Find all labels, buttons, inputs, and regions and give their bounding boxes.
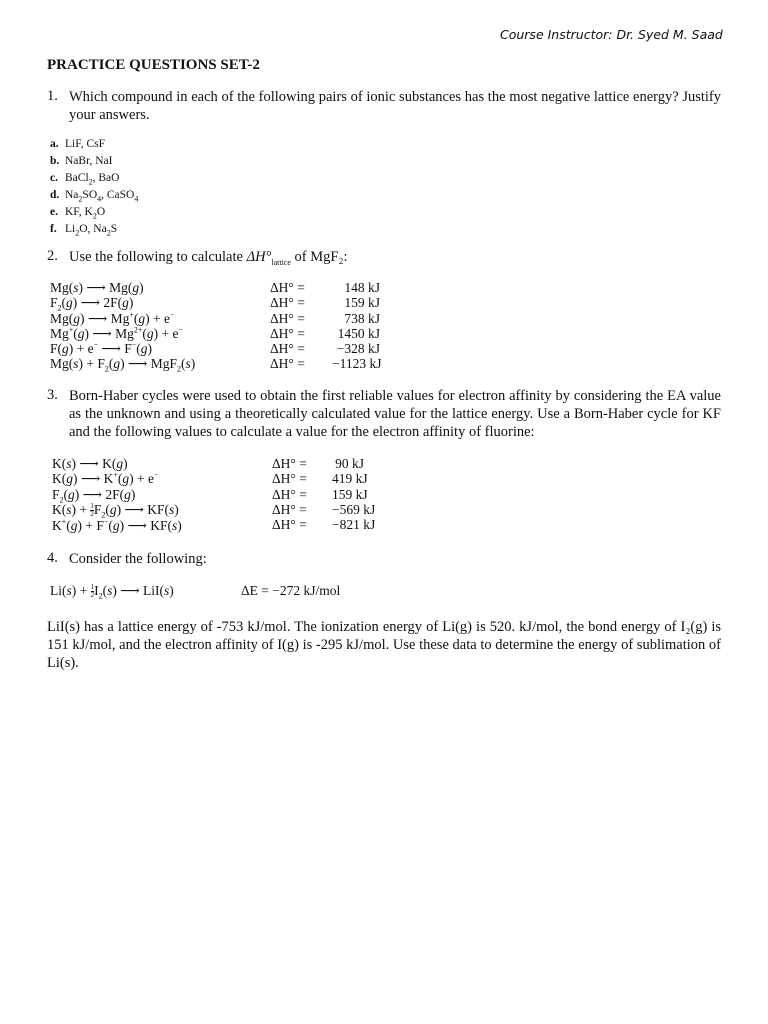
q3-number: 3. <box>47 387 58 403</box>
q1-text: Which compound in each of the following pairs of ionic substances has the most negative lattice energy? Justify your answers. <box>69 89 721 123</box>
q2-text: Use the following to calculate $\Delta H^\circ_{lattice}$ of MgF₂: <box>69 249 348 267</box>
q1-choices <box>50 136 138 238</box>
q4-delta-e: ΔE = −272 kJ/mol <box>241 583 341 598</box>
q2-number: 2. <box>47 248 58 264</box>
q4-paragraph: LiI(s) has a lattice energy of -753 kJ/mol. The ionization energy of Li(g) is 520. kJ/mol, the bond energy of I₂(g) is 151 kJ/mol, and the electron affinity of I(g) is -295 kJ/mol. Use these data to determine the energy of sublimation of Li(s). <box>47 619 721 671</box>
q2-eq-3: Mg(g) ⟶ Mg+(g) + e− <box>50 310 175 326</box>
q3-dh-row: ΔH° = 90 kJ <box>272 456 364 471</box>
q3-enthalpies <box>272 456 376 533</box>
q2-dh-row: ΔH° = 148 kJ <box>270 280 380 295</box>
q2-dh-row: ΔH° = 1450 kJ <box>270 325 380 341</box>
q3-dh-row: ΔH° = 159 kJ <box>272 486 368 502</box>
q3-dh-row: ΔH° = −569 kJ <box>272 501 376 517</box>
q3-dh-row: ΔH° = −821 kJ <box>272 517 376 533</box>
q4-number: 4. <box>47 550 58 566</box>
choice-a: a. LiF, CsF <box>50 138 105 150</box>
q3-equations <box>52 456 182 534</box>
q2-eq-6: $Mg(s) + F_2(g)$ ⟶ MgF$_2$(s) <box>50 356 196 375</box>
q2-enthalpies <box>270 280 380 372</box>
q3-eq-4: K(s) + $\frac{1}{2}$ $F_2(g)$ ⟶ KF(s) <box>52 501 179 520</box>
q2-equations <box>50 280 196 375</box>
q3-eq-2: K(g) ⟶ K+(g) + e− <box>52 470 159 487</box>
choice-d: d. $Na_2SO_4$, CaSO$_4$ <box>50 189 139 204</box>
q2-eq-2: $F_2(g)$ ⟶ 2F(g) <box>50 295 134 313</box>
choice-e: e. KF, $K_2O$ <box>50 206 106 221</box>
q1-number: 1. <box>47 88 58 104</box>
q2-eq-1: Mg(s) ⟶ Mg(g) <box>50 280 144 295</box>
q2-dh-row: ΔH° = −328 kJ <box>270 341 380 357</box>
q2-eq-4: Mg+(g) ⟶ $Mg^{2+}(g) + e^-$ <box>50 325 184 341</box>
q3-eq-3: $F_2(g)$ ⟶ 2F(g) <box>52 486 136 505</box>
choice-c: c. BaCl$_2$, BaO <box>50 172 120 187</box>
q2-dh-row: ΔH° = 738 kJ <box>270 310 380 326</box>
q4-equation: Li(s) + $\frac{1}{2}$ $I_2(s)$ ⟶ LiI(s) <box>50 583 174 601</box>
page-title: PRACTICE QUESTIONS SET-2 <box>47 57 260 73</box>
choice-b: b. NaBr, NaI <box>50 155 113 167</box>
course-instructor: Course Instructor: Dr. Syed M. Saad <box>500 27 723 42</box>
choice-f: f. $Li_2O$, $Na_2S$ <box>50 223 118 238</box>
q3-eq-1: K(s) ⟶ K(g) <box>52 456 128 471</box>
q2-eq-5: F(g) + e− ⟶ F−(g) <box>50 340 153 357</box>
q3-text: Born-Haber cycles were used to obtain the first reliable values for electron affinity by considering the EA value as the unknown and using a theoretically calculated value for the lattice energy. Use a Born-Haber cycle for KF and the following values to calculate a value for the electron affinity of fluorine: <box>69 388 721 440</box>
q4-text: Consider the following: <box>69 551 207 567</box>
q3-eq-5: K+(g) + F−(g) ⟶ KF(s) <box>52 517 182 534</box>
q3-dh-row: ΔH° = 419 kJ <box>272 471 368 487</box>
q2-dh-row: ΔH° = 159 kJ <box>270 295 380 311</box>
q2-dh-row: ΔH° = −1123 kJ <box>270 356 382 372</box>
